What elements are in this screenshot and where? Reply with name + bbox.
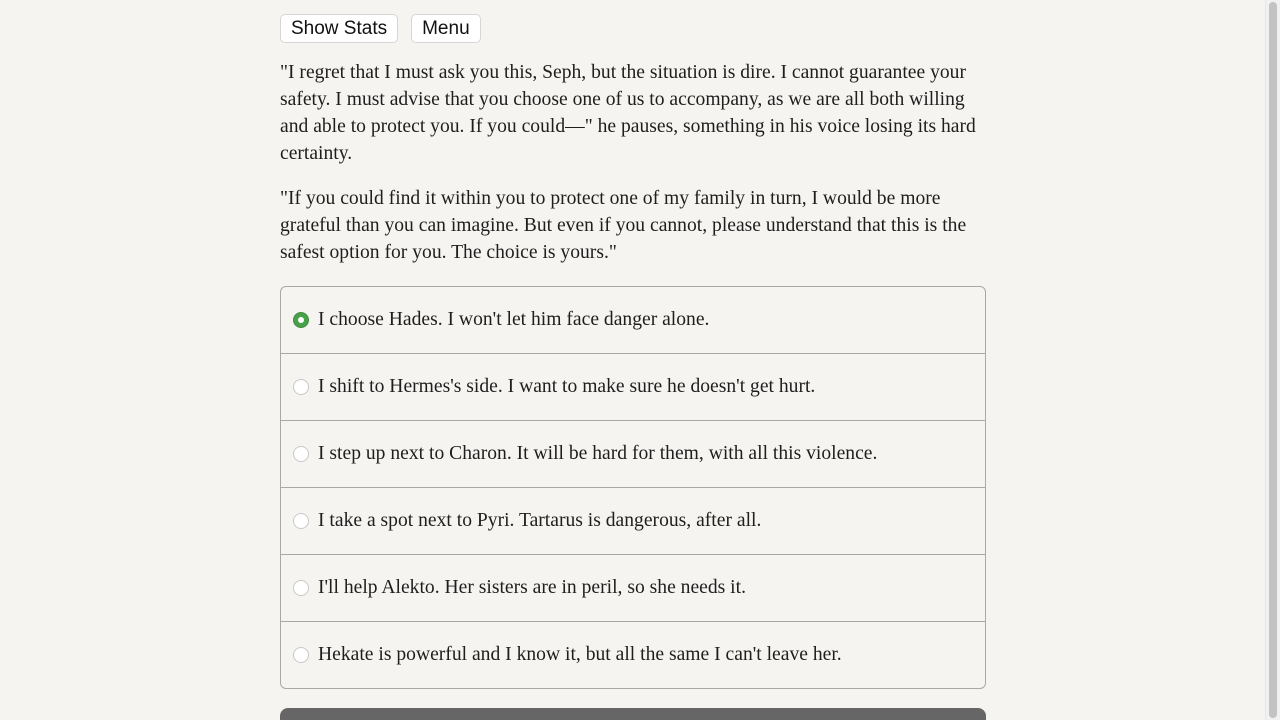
choice-option-charon[interactable]	[281, 421, 985, 488]
choice-option-alekto[interactable]	[281, 555, 985, 622]
radio-empty-icon[interactable]	[293, 647, 309, 663]
choice-option-hekate[interactable]	[281, 622, 985, 688]
story-paragraph: "If you could find it within you to protect one of my family in turn, I would be more grateful than you can imagine. But even if you cannot, please understand that this is the safest option for you. The choice is yours."	[280, 188, 967, 263]
choice-label: I step up next to Charon. It will be hard for them, with all this violence.	[318, 443, 878, 464]
choice-label: I shift to Hermes's side. I want to make sure he doesn't get hurt.	[318, 376, 816, 397]
choice-label: I'll help Alekto. Her sisters are in peril, so she needs it.	[318, 577, 746, 598]
story-text	[280, 59, 992, 284]
choice-label: I choose Hades. I won't let him face danger alone.	[318, 309, 710, 330]
choice-option-pyri[interactable]	[281, 488, 985, 555]
menu-button[interactable]: Menu	[411, 14, 481, 43]
choice-option-hermes[interactable]	[281, 354, 985, 421]
choice-option-hades[interactable]	[281, 287, 985, 354]
next-button[interactable]	[280, 708, 986, 720]
toolbar	[280, 14, 481, 43]
radio-empty-icon[interactable]	[293, 446, 309, 462]
radio-empty-icon[interactable]	[293, 379, 309, 395]
scrollbar-track[interactable]	[1265, 0, 1280, 720]
story-paragraph: "I regret that I must ask you this, Seph, but the situation is dire. I cannot guarantee your safety. I must advise that you choose one of us to accompany, as we are all both willing and able to protect you. If you could—" he pauses, something in his voice losing its hard certainty.	[280, 62, 976, 164]
radio-empty-icon[interactable]	[293, 580, 309, 596]
scrollbar-thumb[interactable]	[1269, 2, 1277, 718]
choice-list	[280, 286, 986, 689]
show-stats-button[interactable]: Show Stats	[280, 14, 398, 43]
radio-selected-icon[interactable]	[293, 312, 309, 328]
choice-label: I take a spot next to Pyri. Tartarus is dangerous, after all.	[318, 510, 762, 531]
choice-label: Hekate is powerful and I know it, but all the same I can't leave her.	[318, 644, 842, 665]
radio-empty-icon[interactable]	[293, 513, 309, 529]
